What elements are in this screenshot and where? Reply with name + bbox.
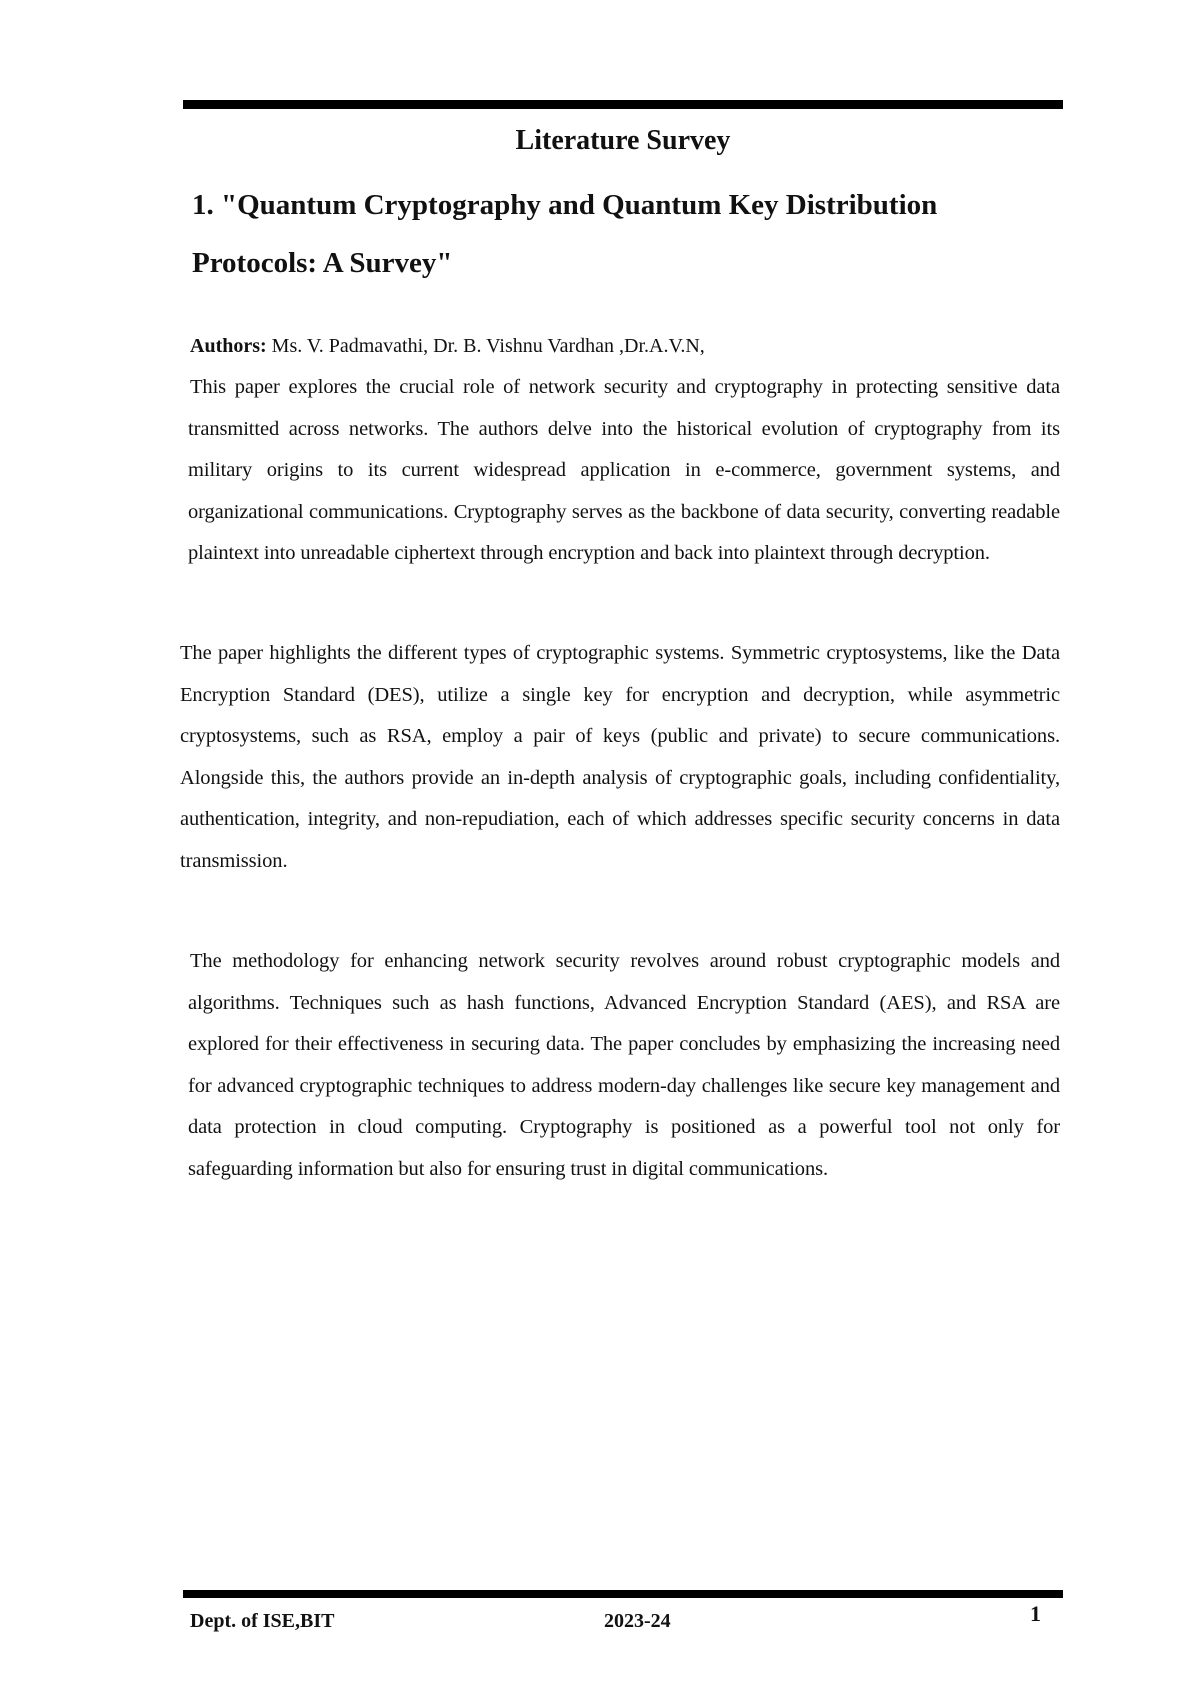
footer-rule	[183, 1590, 1063, 1598]
paper-title: 1. "Quantum Cryptography and Quantum Key Distribution Protocols: A Survey"	[192, 189, 938, 279]
paragraph-methodology: The methodology for enhancing network security revolves around robust cryptographic models and algorithms. Techniques such as hash functions, Advanced Encryption Standard (AES), and RSA are explored for their effectiveness in securing data. The paper concludes by emphasizing the increasing need for advanced cryptographic techniques to address modern-day challenges like secure key management and data protection in cloud computing. Cryptography is positioned as a powerful tool not only for safeguarding information but also for ensuring trust in digital communications.	[188, 950, 1060, 1180]
section-title: Literature Survey	[515, 125, 731, 156]
authors-names: Ms. V. Padmavathi, Dr. B. Vishnu Vardhan ,Dr.A.V.N,	[266, 335, 705, 357]
header-rule	[183, 100, 1063, 109]
footer-department: Dept. of ISE,BIT	[190, 1610, 335, 1632]
authors-line	[190, 333, 1060, 359]
paragraph-types: The paper highlights the different types of cryptographic systems. Symmetric cryptosystems, like the Data Encryption Standard (DES), utilize a single key for encryption and decryption, while asymmetric cryptosystems, such as RSA, employ a pair of keys (public and private) to secure communications. Alongside this, the authors provide an in-depth analysis of cryptographic goals, including confidentiality, authentication, integrity, and non-repudiation, each of which addresses specific security concerns in data transmission.	[180, 642, 1060, 872]
authors-label: Authors:	[190, 335, 267, 357]
paragraph-overview: This paper explores the crucial role of network security and cryptography in protecting sensitive data transmitted across networks. The authors delve into the historical evolution of cryptography from its military origins to its current widespread application in e-commerce, government systems, and organizational communications. Cryptography serves as the backbone of data security, converting readable plaintext into unreadable ciphertext through encryption and back into plaintext through decryption.	[188, 376, 1060, 564]
footer-page-number: 1	[1030, 1601, 1041, 1626]
footer-year: 2023-24	[604, 1610, 671, 1632]
